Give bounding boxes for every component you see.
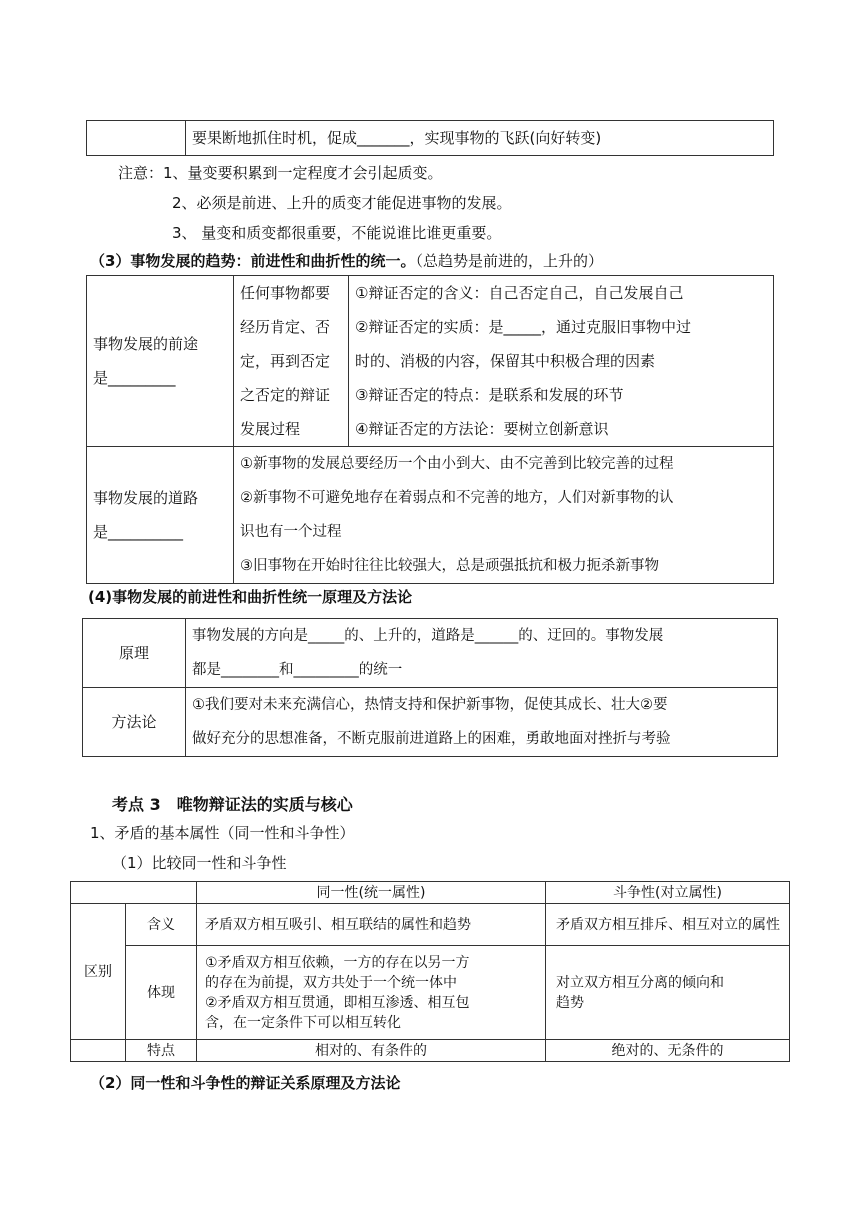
- top-table-empty-cell: [87, 121, 186, 156]
- section4-title: (4)事物发展的前进性和曲折性统一原理及方法论: [88, 588, 413, 606]
- feature-empty: [71, 1040, 126, 1062]
- future-right-line: 时的、消极的内容，保留其中积极合理的因素: [355, 352, 656, 370]
- feature-label: 特点: [126, 1040, 197, 1062]
- future-mid-line: 经历肯定、否: [240, 318, 331, 336]
- road-right-line: ①新事物的发展总要经历一个由小到大、由不完善到比较完善的过程: [240, 456, 674, 472]
- diff-label: 区别: [71, 904, 126, 1040]
- meaning-identity: 矛盾双方相互吸引、相互联结的属性和趋势: [197, 904, 546, 946]
- meaning-struggle: 矛盾双方相互排斥、相互对立的属性: [546, 904, 790, 946]
- principle-line: 事物发展的方向是_____的、上升的，道路是______的、迂回的。事物发展: [192, 628, 664, 644]
- principle-line: 都是________和_________的统一: [192, 662, 403, 678]
- method-label: 方法论: [83, 688, 186, 757]
- future-mid-line: 定，再到否定: [240, 352, 331, 370]
- header-identity: 同一性(统一属性): [197, 882, 546, 904]
- top-table-text: 要果断地抓住时机，促成_______，实现事物的飞跃(向好转变): [186, 121, 774, 156]
- top-table: [86, 120, 774, 156]
- section3-title: [90, 250, 603, 272]
- embody-label: 体现: [126, 946, 197, 1040]
- note-1: 注意：1、量变要积累到一定程度才会引起质变。: [118, 164, 443, 182]
- future-right-line: ②辩证否定的实质：是_____，通过克服旧事物中过: [355, 318, 691, 336]
- road-right-line: ③旧事物在开始时往往比较强大，总是顽强抵抗和极力扼杀新事物: [240, 558, 659, 574]
- embody-identity-line: 含，在一定条件下可以相互转化: [205, 1014, 401, 1031]
- future-mid: [234, 276, 349, 447]
- feature-struggle: 绝对的、无条件的: [546, 1040, 790, 1062]
- embody-identity-line: ②矛盾双方相互贯通，即相互渗透、相互包: [205, 994, 470, 1011]
- future-mid-line: 之否定的辩证: [240, 386, 331, 404]
- principle-text: [186, 619, 778, 688]
- road-label-line-1: 事物发展的道路: [93, 489, 199, 507]
- future-right: [349, 276, 774, 447]
- compare-table: [70, 881, 790, 1062]
- embody-identity-line: ①矛盾双方相互依赖，一方的存在以另一方: [205, 954, 470, 971]
- embody-struggle-line: 趋势: [556, 994, 584, 1011]
- future-label-line-2: 是_________: [93, 369, 176, 387]
- header-struggle: 斗争性(对立属性): [546, 882, 790, 904]
- trend-table: [86, 275, 774, 584]
- method-line: 做好充分的思想准备，不断克服前进道路上的困难，勇敢地面对挫折与考验: [192, 731, 671, 747]
- item1-1-title: （1）比较同一性和斗争性: [112, 854, 287, 872]
- future-right-line: ①辩证否定的含义：自己否定自己，自己发展自己: [355, 284, 684, 302]
- note-2: 2、必须是前进、上升的质变才能促进事物的发展。: [172, 194, 512, 212]
- road-label-line-2: 是__________: [93, 523, 184, 541]
- future-label-line-1: 事物发展的前途: [93, 335, 199, 353]
- embody-struggle: [546, 946, 790, 1040]
- principle-label: 原理: [83, 619, 186, 688]
- kaodian3-title: 考点 3 唯物辩证法的实质与核心: [112, 795, 353, 814]
- feature-identity: 相对的、有条件的: [197, 1040, 546, 1062]
- compare-header-empty: [71, 882, 197, 904]
- embody-identity: [197, 946, 546, 1040]
- embody-struggle-line: 对立双方相互分离的倾向和: [556, 974, 724, 991]
- road-right-line: ②新事物不可避免地存在着弱点和不完善的地方，人们对新事物的认: [240, 490, 674, 506]
- road-right: [234, 447, 774, 584]
- principle-table: [82, 618, 778, 757]
- embody-identity-line: 的存在为前提，双方共处于一个统一体中: [205, 974, 457, 991]
- future-mid-line: 发展过程: [240, 420, 301, 438]
- item1-title: 1、矛盾的基本属性（同一性和斗争性）: [90, 824, 355, 842]
- road-label: [87, 447, 234, 584]
- note-3: 3、 量变和质变都很重要，不能说谁比谁更重要。: [172, 224, 502, 242]
- future-right-line: ④辩证否定的方法论：要树立创新意识: [355, 420, 609, 438]
- section3-title-bold: （3）事物发展的趋势：前进性和曲折性的统一。: [90, 252, 416, 270]
- method-line: ①我们要对未来充满信心，热情支持和保护新事物，促使其成长、壮大②要: [192, 697, 668, 713]
- item2-title: （2）同一性和斗争性的辩证关系原理及方法论: [90, 1074, 401, 1092]
- method-text: [186, 688, 778, 757]
- section3-title-note: （总趋势是前进的，上升的）: [415, 252, 603, 270]
- road-right-line: 识也有一个过程: [240, 524, 342, 540]
- future-label: [87, 276, 234, 447]
- future-mid-line: 任何事物都要: [240, 284, 331, 302]
- future-right-line: ③辩证否定的特点：是联系和发展的环节: [355, 386, 624, 404]
- meaning-label: 含义: [126, 904, 197, 946]
